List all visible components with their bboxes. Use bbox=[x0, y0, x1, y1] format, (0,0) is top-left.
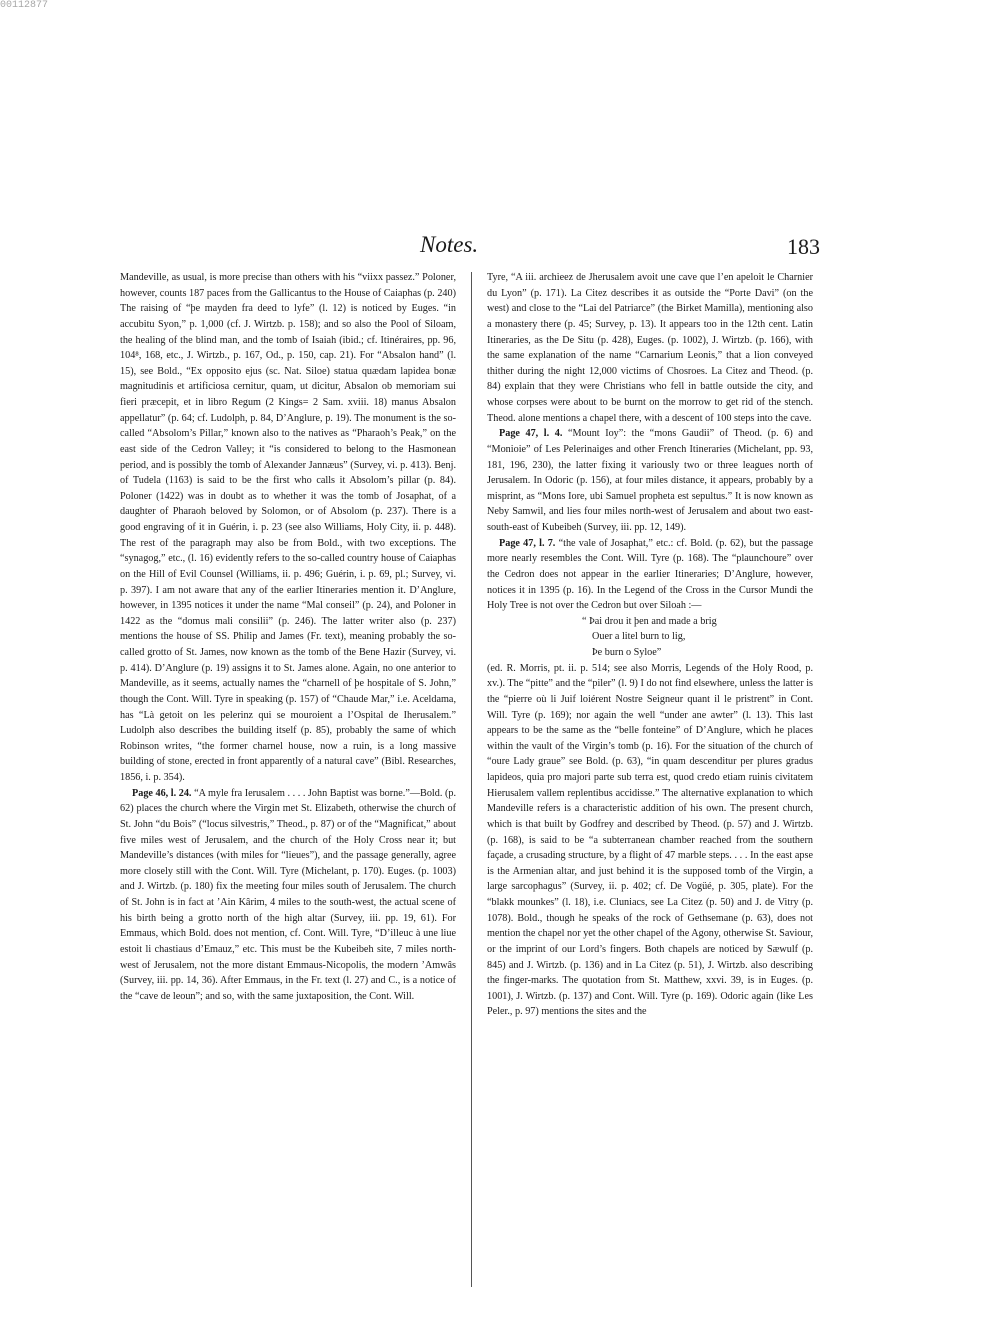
verse-line: “ Þai drou it þen and made a brig bbox=[582, 615, 717, 627]
running-head bbox=[120, 232, 820, 262]
note-text: “Mount Ioy”: the “mons Gaudii” of Theod. (p. 6) and “Monioie” of Les Pelerinaiges and other French Itineraries (Michelant, pp. 93, 181, 196, 230), the latter fixing it variously two or three leagues north of Jerusalem. In Odoric (p. 156), at four miles distance, it appears, probably by a misprint, as “Mons Iore, ubi Samuel propheta est sepultus.” It is now known as Neby Samwil, and lies four miles north-west of Jerusalem and about two east-south-east of Kubeibeh (Survey, iii. pp. 12, 149). bbox=[487, 428, 813, 533]
verse-quotation bbox=[582, 614, 813, 661]
right-column bbox=[487, 270, 813, 1020]
left-column-paragraph: Mandeville, as usual, is more precise than others with his “viixx passez.” Poloner, however, counts 187 paces from the Gallicantus to the House of Caiaphas (p. 240) The raising of “þe mayden fra deed to lyfe” (l. 12) is noticed by Euges. “in accubitu Syon,” p. 1,000 (cf. J. Wirtzb. p. 158); and so also the Pool of Siloam, the healing of the blind man, and the tomb of Isaiah (ibid.; cf. Itinéraires, pp. 96, 104⁸, 168, etc., J. Wirtzb., p. 167, Od., p. 150, cap. 21). For “Absalon hand” (l. 15), see Bold., “Ex opposito ejus (sc. Nat. Siloe) statua quædam lapidea bonæ magnitudinis et artificiosa cernitur, quam, ut dicitur, Absalon ob memoriam sui fieri præcepit, et in libro Regum (2 Kings= 2 Sam. xviii. 18) manus Absalon appellatur” (p. 64; cf. Ludolph, p. 84, D’Anglure, p. 19). The monument is the so-called “Absolom’s Pillar,” known also to the natives as “Pharaoh’s Peak,” on the east side of the Cedron Valley; it “is considered to belong to the Hasmonean period, and is possibly the tomb of Alexander Jannæus” (Survey, vi. p. 413). Benj. of Tudela (1163) is said to be the first who calls it Absolom’s pillar (p. 84). Poloner (1422) was in doubt as to whether it was the tomb of Josaphat, of a daughter of Pharaoh beloved by Solomon, or of Absolom (p. 237). There is a good engraving of it in Guérin, i. p. 23 (see also Williams, Holy City, ii. p. 448). The rest of the paragraph may also be from Bold., with two exceptions. The “synagog,” etc., (l. 16) evidently refers to the so-called country house of Caiaphas on the Hill of Evil Counsel (Williams, ii. p. 496; Guérin, i. p. 69, pl.; Survey, vi. p. 397). I am not aware that any of the earlier Itineraries mention it. D’Anglure, however, in 1395 notices it under the name “Mal conseil” (p. 24), and Poloner in 1422 as the “domus mali consilii” (p. 246). The latter writer also (p. 237) mentions the house of SS. Philip and James (Fr. text), meaning probably the so-called grotto of St. James, now known as the tomb of the Bene Hazir (Survey, vi. p. 414). D’Anglure (p. 19) assigns it to St. James alone. Again, no one anterior to Mandeville, as it seems, actually names the “charnell of þe hospitale of S. John,” though the Cont. Will. Tyre in speaking (p. 157) of “Chaude Mar,” i.e. Aceldama, has “Là getoit on les pelerinz qui se mouroient a l’Ospital de Iherusalem.” Ludolph also describes the building itself (p. 85), probably the same of which Robinson writes, “the former charnel house, now a ruin, is a long massive building of stone, erected in front apparently of a natural cave” (Bibl. Researches, 1856, i. p. 354). bbox=[120, 272, 456, 783]
note-reference: Page 47, l. 4. bbox=[499, 428, 563, 440]
left-column bbox=[120, 270, 456, 1004]
note-page-47-line-4 bbox=[487, 426, 813, 535]
right-column-continuation: (ed. R. Morris, pt. ii. p. 514; see also Morris, Legends of the Holy Rood, p. xv.). The “pitte” and the “piler” (l. 9) I do not find elsewhere, unless the latter is the “pierre où li Juif loiérent Nostre Seigneur quant il le pristrent” in Cont. Will. Tyre (p. 169); nor again the well “under ane awter” (l. 13). This last appears to be the same as the “belle fonteine” of D’Anglure, which he places within the vault of the Virgin’s tomb (p. 16). For the situation of the church of “oure Lady graue” see Bold. (p. 63), “in quam descenditur per plures gradus lapideos, quia pro majori parte sub terra est, quod credo etiam ruinis civitatem Hierusalem vallem replentibus accidisse.” The alternative explanation to which Mandeville refers is a characteristic addition of his own. The present church, which is that built by Godfrey and described by Theod. (p. 57) and J. Wirtzb. (p. 168), is said to be “a subterranean chamber reached from the southern façade, a crusading structure, by a flight of 47 marble steps. . . . In the east apse is the Armenian altar, and just behind it is the supposed tomb of the Virgin, a large sarcophagus” (Survey, ii. p. 402; cf. De Vogüé, p. 305, plate). For the “blakk mounkes” (l. 18), i.e. Cluniacs, see La Citez (p. 50) and J. de Vitry (p. 1078). Bold., though he speaks of the rock of Gethsemane (p. 63), does not mention the chapel nor yet the other chapel of the Agony, otherwise St. Saviour, or the imprint of our Lord’s fingers. Both chapels are noticed by Sæwulf (p. 845) and J. Wirtzb. (p. 136) and in La Citez (p. 51), J. Wirtzb. also describing the finger-marks. The quotation from St. Matthew, xxvi. 39, is in Euges. (p. 1001), J. Wirtzb. (p. 137) and Cont. Will. Tyre (p. 169). Odoric again (like Les Peler., p. 97) mentions the sites and the bbox=[487, 662, 813, 1018]
right-column-opening-paragraph: Tyre, “A iii. archieez de Jherusalem avoit une cave que l’en apeloit le Charnier du Lyon” (p. 171). La Citez describes it as outside the “Porte Davi” (on the west) and close to the “Lai del Patriarce” (the Birket Mamilla), mentioning also a monastery there (p. 45; Survey, p. 13). It appears too in the 12th cent. Latin Itineraries, as the De Situ (p. 428), Euges. (p. 1002), J. Wirtzb. (p. 166), with the same explanation of the name “Carnarium Leonis,” that a lion conveyed thither during the night 12,000 victims of Chosroes. La Citez and Theod. (p. 84) explain that they were Christians who fell in battle outside the city, and whose corpses were about to be burnt on the morrow to get rid of the stench. Theod. alone mentions a chapel there, with a descent of 100 steps into the cave. bbox=[487, 272, 813, 424]
scan-identifier: 00112877 bbox=[0, 0, 49, 11]
column-divider bbox=[471, 272, 472, 1287]
note-text: “A myle fra Ierusalem . . . . John Baptist was borne.”—Bold. (p. 62) places the church where the Virgin met St. Elizabeth, otherwise the church of St. John “du Bois” (“locus silvestris,” Theod., p. 87) or of the “Magnificat,” about five miles west of Jerusalem, and the church of the Holy Cross near it; but Mandeville’s distances (with miles for “lieues”), and the passage generally, agree more closely still with the Cont. Will. Tyre (Michelant, p. 170). Euges. (p. 1003) and J. Wirtzb. (p. 180) fix the meeting four miles south of Jerusalem. The church of St. John is in fact at ’Ain Kârim, 4 miles to the south-west, the actual scene of his birth being a grotto north of the high altar (Survey, iii. pp. 19, 61). For Emmaus, which Bold. does not mention, cf. Cont. Will. Tyre, “D’illeuc à une liue estoit li chastiaus d’Emauz,” etc. This must be the Kubeibeh site, 7 miles north-west of Jerusalem, not the more distant Emmaus-Nicopolis, the modern ’Amwâs (Survey, iii. pp. 14, 36). After Emmaus, in the Fr. text (l. 27) and C., is a notice of the “cave de leoun”; and so, with the same juxtaposition, the Cont. Will. bbox=[120, 787, 457, 1002]
note-reference: Page 47, l. 7. bbox=[499, 537, 556, 549]
verse-line: Ouer a litel burn to lig, bbox=[592, 631, 686, 643]
page-number: 183 bbox=[787, 234, 820, 259]
note-page-46-line-24 bbox=[120, 786, 456, 1005]
note-page-47-line-7 bbox=[487, 536, 813, 614]
note-text: “the vale of Josaphat,” etc.: cf. Bold. (p. 62), but the passage more nearly resembles the Cont. Will. Tyre (p. 168). The “plaunchoure” over the Cedron does not appear in the earlier Itineraries; D’Anglure, however, notices it in 1395 (p. 16). In the Legend of the Cross in the Cursor Mundi the Holy Tree is not over the Cedron but over Siloah :— bbox=[487, 537, 814, 612]
verse-line: Þe burn o Syloe” bbox=[592, 647, 662, 658]
page-title: Notes. bbox=[420, 232, 479, 257]
note-reference: Page 46, l. 24. bbox=[132, 787, 192, 799]
